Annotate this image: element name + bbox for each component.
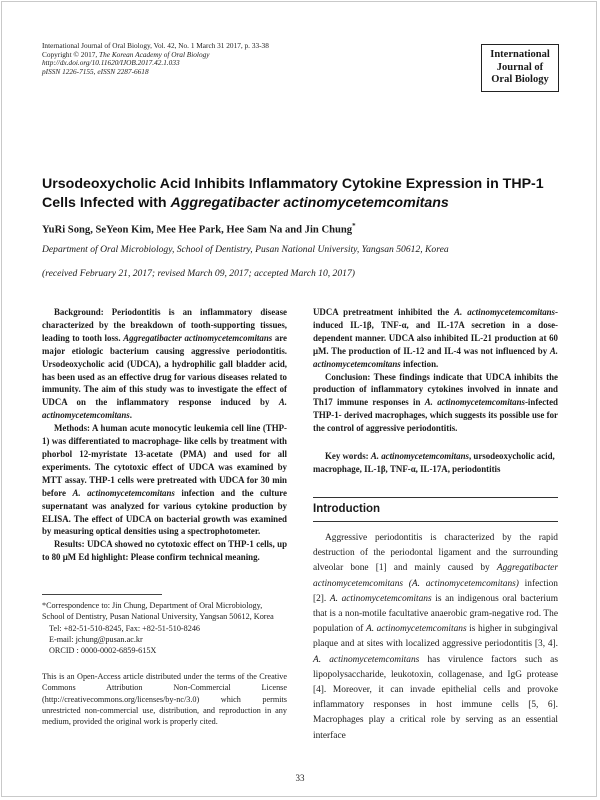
conclusion-species: A. actinomycetemcomitans — [424, 397, 525, 408]
doi-link[interactable]: http://dx.doi.org/10.11620/IJOB.2017.42.1.033 — [42, 58, 180, 68]
author-list — [42, 222, 562, 236]
title-line-1: Ursodeoxycholic Acid Inhibits Inflammatory Cytokine Expression in THP-1 — [42, 176, 544, 192]
abstract-results-start — [42, 538, 287, 564]
intro-species-2: A. actinomycetemcomitans — [329, 593, 432, 604]
license-text: This is an Open-Access article distributed under the terms of the Creative Commons Attribution Non-Commercial License (http://creativecommons.org/licenses/by-nc/3.0) which permits unrestricted non-commercial use, distribution, and reproduction in any medium, provided the original work is properly cited. — [42, 672, 287, 727]
abstract-results-continued — [313, 306, 558, 371]
affiliation: Department of Oral Microbiology, School of Dentistry, Pusan National University, Yangsan 50612, Korea — [42, 244, 449, 255]
methods-text-1: Methods: A human acute monocytic leukemia cell line (THP-1) was differentiated to macrophage- like cells by treatment with phorbol 12-myristate 13-acetate (PMA) and used for all experiments. The cytotoxic effect of UDCA was examined by MTT assay. THP-1 cells were pretreated with UDCA for 30 min before — [42, 423, 287, 498]
background-species: Aggregatibacter actinomycetemcomitans — [123, 332, 273, 343]
journal-logo-line-3: Oral Biology — [491, 74, 549, 85]
results-end: infection. — [400, 358, 439, 369]
section-divider-top — [313, 497, 558, 498]
journal-logo-line-2: Journal of — [496, 61, 544, 73]
correspondence-footnote — [42, 600, 287, 656]
email-line[interactable]: E-mail: jchung@pusan.ac.kr — [49, 634, 143, 644]
footnote-divider — [42, 594, 162, 595]
background-text-2: are major etiologic bacterium causing aggressive periodontitis. Ursodeoxycholic acid (UDCA), a hydrophilic gall bladder acid, has been used as an effective drug for various diseases related to immunity. The aim of this study was to investigate the effect of UDCA on the inflammatory response induced by — [42, 332, 287, 408]
title-line-2-plain: Cells Infected with — [42, 194, 171, 211]
background-species-short: A. actinomycetemcomitans — [42, 397, 287, 421]
correspondence-line: *Correspondence to: Jin Chung, Department of Oral Microbiology, School of Dentistry, Pusan National University, Yangsan 50612, Korea — [42, 601, 274, 622]
methods-text-2: infection and the culture supernatant was analyzed for various cytokine production by ELISA. The effect of UDCA on bacterial growth was examined by measuring optical densities using a spectrophotometer. — [42, 487, 287, 537]
phone-fax-line: Tel: +82-51-510-8245, Fax: +82-51-510-8246 — [49, 623, 201, 633]
abstract-right-column — [313, 306, 558, 435]
results-text-2b: -induced IL-1β, TNF-α, and IL-17A secretion in a dose-dependent manner. UDCA also inhibited IL-21 production at 60 μM. The production of IL-12 and IL-4 was not influenced by — [313, 307, 558, 356]
introduction-heading: Introduction — [313, 503, 381, 515]
methods-species: A. actinomycetemcomitans — [72, 487, 175, 498]
results-text-2a: UDCA pretreatment inhibited the — [313, 307, 455, 317]
copyright-prefix: Copyright — [42, 49, 72, 59]
keywords — [313, 450, 558, 476]
corresponding-marker: * — [352, 222, 356, 230]
conclusion-text-1: Conclusion: These findings indicate that UDCA inhibits the production of inflammatory cytokines involved in innate and Th17 immune responses in — [313, 371, 558, 408]
abstract-background — [42, 306, 287, 422]
orcid-line: ORCID : 0000-0002-6859-615X — [49, 646, 157, 656]
citation-line: International Journal of Oral Biology, Vol. 42, No. 1 March 31 2017, p. 33-38 — [42, 41, 269, 50]
results-species-2: A. actinomycetemcomitans — [313, 345, 558, 369]
received-dates: (received February 21, 2017; revised March 09, 2017; accepted March 10, 2017) — [42, 268, 355, 279]
keywords-label: Key words: — [325, 451, 371, 461]
title-species: Aggregatibacter actinomycetemcomitans — [170, 194, 449, 211]
abstract-left-column — [42, 306, 287, 564]
intro-text-a: Aggressive periodontitis is characterized by the rapid destruction of the periodontal ligament and the surrounding alveolar bone [1] and mainly caused by — [313, 533, 558, 574]
intro-text-e: has virulence factors such as lipopolysaccharide, leukotoxin, collagenase, and IgG protease [4]. Moreover, it can invade epithelial cells and provoke inflammatory responses in host immune cells [5, 6]. Macrophages play a critical role by serving as an essential interface — [313, 654, 558, 741]
keywords-species: A. actinomycetemcomitans — [370, 451, 469, 461]
results-species: A. actinomycetemcomitans — [454, 307, 556, 317]
article-title — [42, 175, 562, 212]
results-text-1: Results: UDCA showed no cytotoxic effect on THP-1 cells, up to 80 μM Ed highlight: Please confirm technical meaning. — [42, 539, 287, 563]
title-line-2 — [42, 194, 562, 213]
intro-species-3: A. actinomycetemcomitans — [365, 624, 467, 635]
introduction-paragraph — [313, 531, 558, 744]
abstract-methods — [42, 422, 287, 538]
issn-line: pISSN 1226-7155, eISSN 2287-6618 — [42, 66, 149, 76]
journal-logo-box — [481, 44, 559, 92]
intro-text-b: infection [2]. — [313, 578, 558, 604]
background-text-1: Background: Periodontitis is an inflammatory disease characterized by the breakdown of tooth-supporting tissues, leading to tooth loss. — [42, 307, 287, 343]
author-names: YuRi Song, SeYeon Kim, Mee Hee Park, Hee Sam Na and Jin Chung — [42, 224, 353, 236]
abstract-conclusion — [313, 371, 558, 436]
intro-text-c: is an indigenous oral bacterium that is a non-motile facultative anaerobic gram-negative rod. The population of — [313, 593, 558, 635]
intro-species: Aggregatibacter actinomycetemcomitans (A. actinomycetemcomitans) — [313, 563, 558, 589]
journal-header — [42, 42, 402, 76]
copyright-holder: The Korean Academy of Oral Biology — [99, 49, 210, 59]
section-divider-bottom — [313, 521, 558, 522]
journal-logo-line-1: International — [490, 49, 550, 60]
page-number: 33 — [295, 773, 305, 783]
intro-text-d: is higher in subgingival plaque and at sites with localized aggressive periodontitis [3, 4]. — [313, 624, 558, 650]
intro-species-4: A. actinomycetemcomitans — [313, 654, 420, 665]
keywords-rest: , ursodeoxycholic acid, macrophage, IL-1β, TNF-α, IL-17A, periodontitis — [313, 451, 555, 474]
copyright-year: 2017, — [80, 49, 98, 59]
introduction-body — [313, 531, 558, 744]
conclusion-text-2: -infected THP-1- derived macrophages, which suggests its possible use for the control of aggressive periodontitis. — [313, 397, 558, 434]
copyright-symbol: © — [73, 49, 79, 59]
background-end: . — [129, 410, 132, 421]
